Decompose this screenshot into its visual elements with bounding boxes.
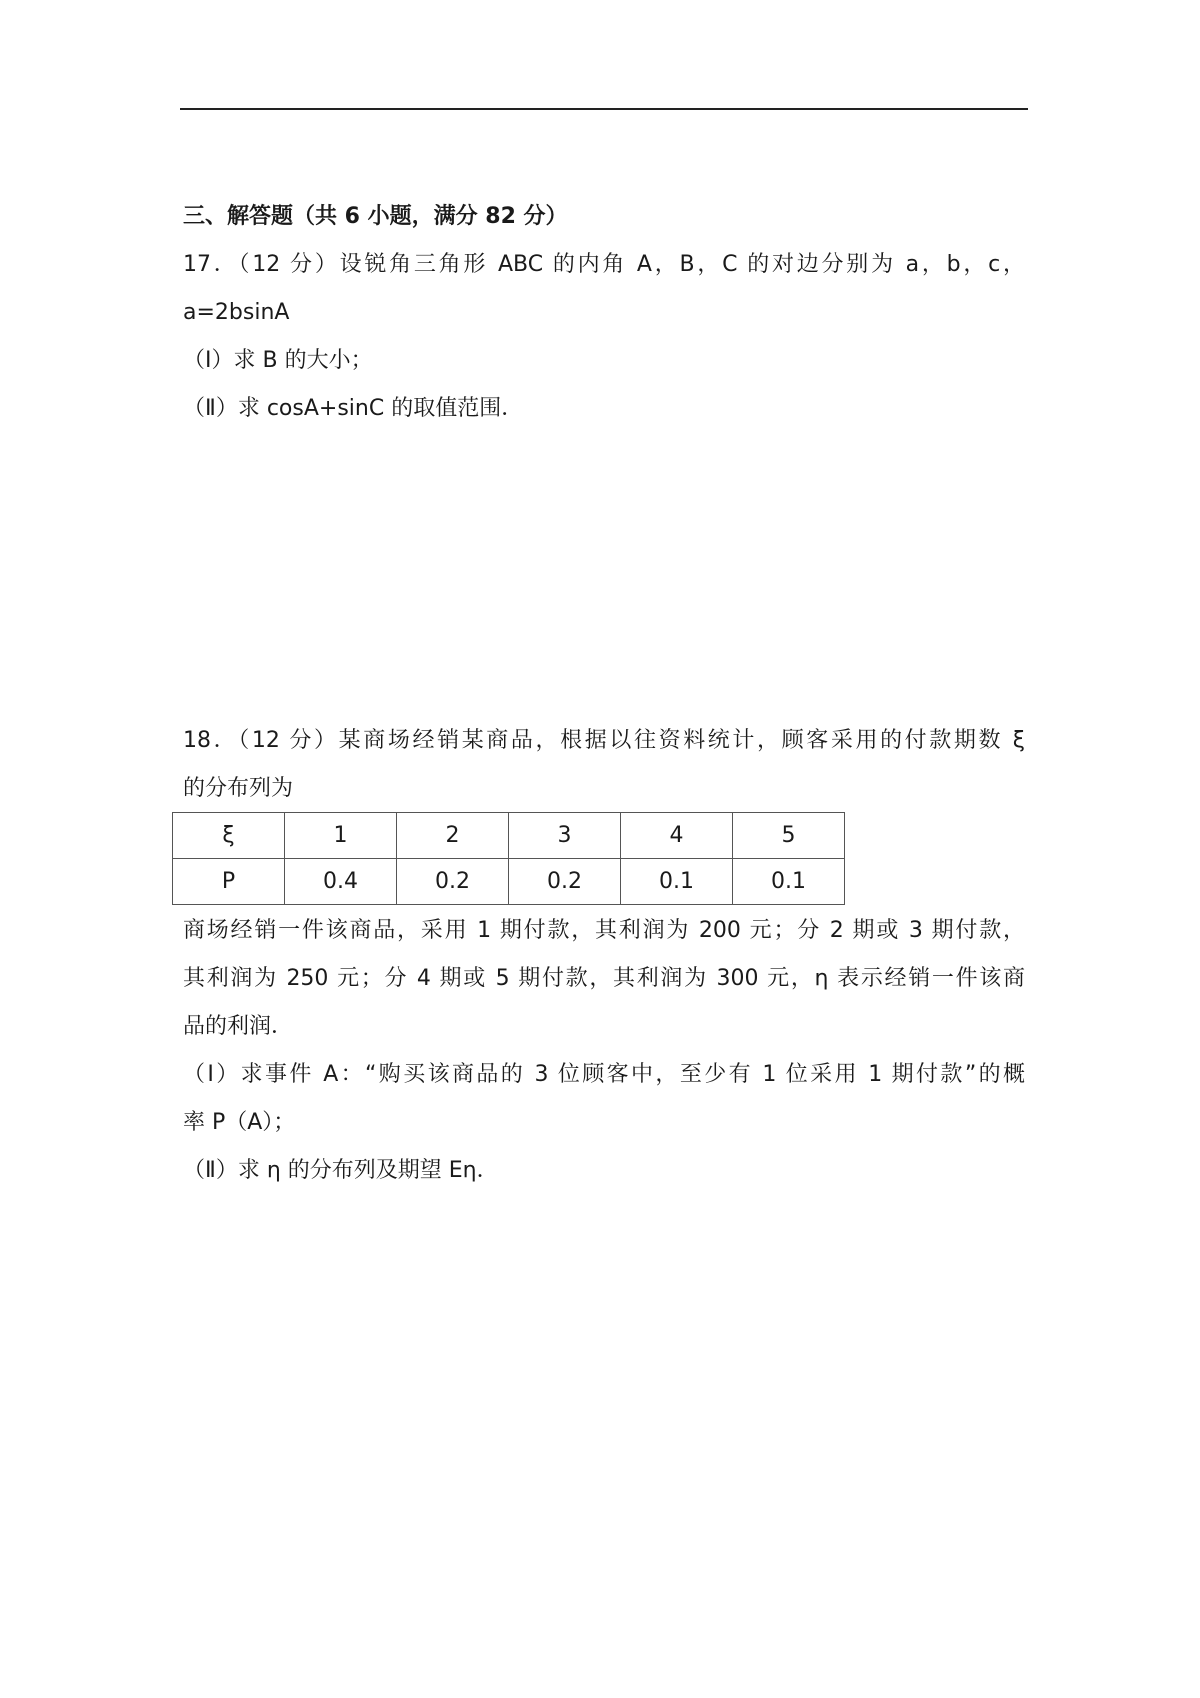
- q18-part1-line1-text: （Ⅰ）求事件 A：“购买该商品的 3 位顾客中，至少有 1 位采用 1 期付款”的概: [183, 1062, 1025, 1087]
- table-cell: 4: [621, 813, 733, 859]
- table-cell: 3: [509, 813, 621, 859]
- q17-stem-line1: [183, 250, 1025, 280]
- q18-body-line2-text: 其利润为 250 元；分 4 期或 5 期付款，其利润为 300 元，η 表示经销一件该商: [183, 966, 1025, 991]
- table-cell: 5: [733, 813, 845, 859]
- table-cell: ξ: [173, 813, 285, 859]
- distribution-table: [172, 812, 845, 905]
- q18-stem-line2: 的分布列为: [183, 776, 294, 801]
- q18-body-line3: 品的利润．: [183, 1014, 294, 1039]
- q18-part1-line2: 率 P（A）；: [183, 1110, 296, 1135]
- table-cell: 1: [285, 813, 397, 859]
- section-heading: 三、解答题（共 6 小题，满分 82 分）: [183, 204, 568, 229]
- table-row-probability: [173, 859, 845, 905]
- q18-body-line1-text: 商场经销一件该商品，采用 1 期付款，其利润为 200 元；分 2 期或 3 期付款，: [183, 918, 1025, 943]
- table-cell: 0.2: [397, 859, 509, 905]
- table-cell: 0.1: [621, 859, 733, 905]
- table-cell: 2: [397, 813, 509, 859]
- q18-part1-line1: [183, 1060, 1025, 1090]
- table-cell: P: [173, 859, 285, 905]
- q17-stem-line1-text: 17．（12 分）设锐角三角形 ABC 的内角 A，B，C 的对边分别为 a，b，c，: [183, 252, 1025, 277]
- q17-part1: （Ⅰ）求 B 的大小；: [183, 348, 373, 373]
- table-row-header: [173, 813, 845, 859]
- table-cell: 0.4: [285, 859, 397, 905]
- q18-stem-line1: [183, 726, 1025, 756]
- table-cell: 0.1: [733, 859, 845, 905]
- header-rule: [180, 108, 1028, 110]
- q18-part2: （Ⅱ）求 η 的分布列及期望 Eη．: [183, 1158, 499, 1183]
- q18-stem-line1-text: 18．（12 分）某商场经销某商品，根据以往资料统计，顾客采用的付款期数 ξ: [183, 728, 1025, 753]
- table-cell: 0.2: [509, 859, 621, 905]
- q17-stem-line2: a=2bsinA: [183, 300, 290, 325]
- q18-body-line2: [183, 964, 1025, 994]
- q18-body-line1: [183, 916, 1025, 946]
- q17-part2: （Ⅱ）求 cosA+sinC 的取值范围．: [183, 396, 524, 421]
